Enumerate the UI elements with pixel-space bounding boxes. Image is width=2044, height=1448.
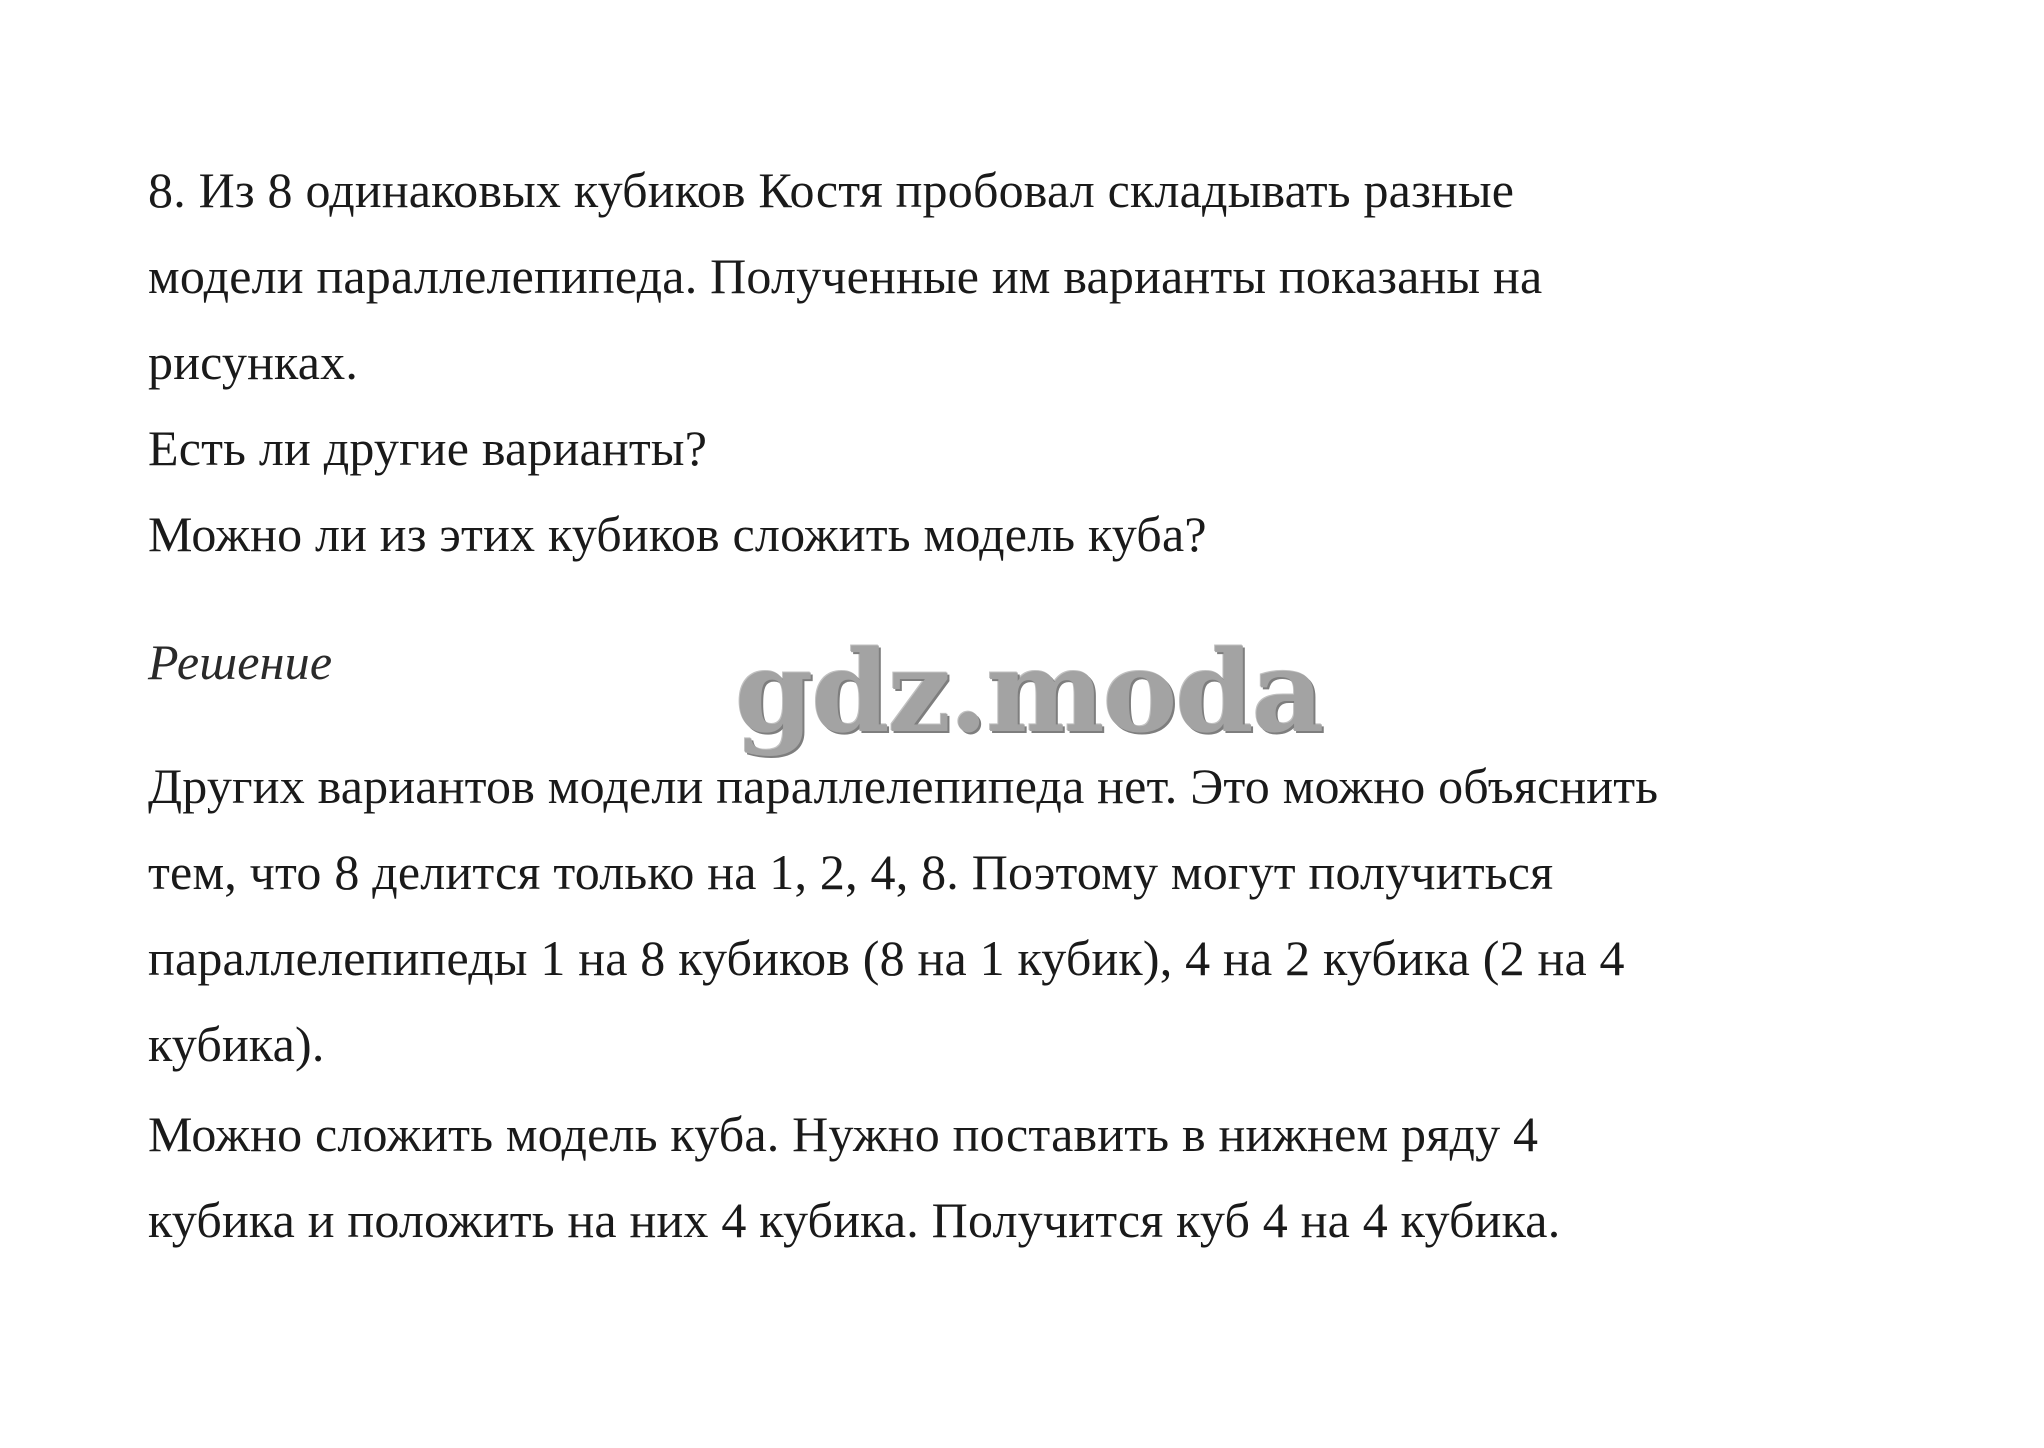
solution-heading: Решение	[148, 634, 333, 690]
problem-line-2: модели параллелепипеда. Полученные им варианты показаны на	[148, 248, 1543, 304]
solution-line-6: кубика и положить на них 4 кубика. Получится куб 4 на 4 кубика.	[148, 1192, 1561, 1248]
solution-line-1: Других вариантов модели параллелепипеда нет. Это можно объяснить	[148, 758, 1659, 814]
problem-line-1: 8. Из 8 одинаковых кубиков Костя пробовал складывать разные	[148, 162, 1515, 218]
problem-line-4: Есть ли другие варианты?	[148, 420, 708, 476]
solution-line-5: Можно сложить модель куба. Нужно поставить в нижнем ряду 4	[148, 1106, 1539, 1162]
watermark-logo: gdz.moda	[735, 627, 1323, 758]
solution-line-3: параллелепипеды 1 на 8 кубиков (8 на 1 кубик), 4 на 2 кубика (2 на 4	[148, 930, 1625, 986]
problem-line-5: Можно ли из этих кубиков сложить модель куба?	[148, 506, 1207, 562]
solution-line-4: кубика).	[148, 1016, 325, 1072]
solution-line-2: тем, что 8 делится только на 1, 2, 4, 8. Поэтому могут получиться	[148, 844, 1554, 900]
problem-line-3: рисунках.	[148, 334, 359, 390]
